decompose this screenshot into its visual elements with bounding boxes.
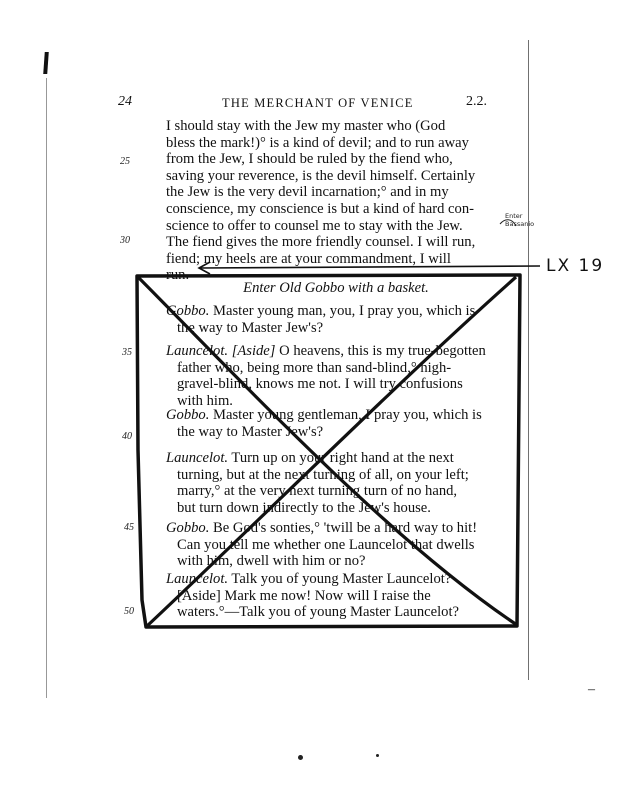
- cue-label: LX 19: [546, 256, 605, 276]
- margin-note-bracket: [500, 220, 516, 226]
- speech-line: but turn down indirectly to the Jew's house.: [177, 499, 431, 516]
- aside-direction: [Aside]: [231, 343, 276, 359]
- speech-line: Master young man, you, I pray you, which is: [213, 303, 476, 319]
- speech-line: Talk you of young Master Launcelot?: [231, 571, 452, 587]
- speech-line: gravel-blind, knows me not. I will try confusions: [177, 376, 463, 393]
- speaker-name: Launcelot.: [166, 450, 229, 466]
- speaker-name: Launcelot.: [166, 571, 229, 587]
- cue-arrow-line: [200, 266, 540, 268]
- corner-mark: –: [588, 682, 595, 697]
- speech-line: with him.: [177, 392, 233, 409]
- text-line: run.: [166, 267, 190, 284]
- line-number: 35: [122, 347, 132, 358]
- stage-direction: Enter Old Gobbo with a basket.: [243, 280, 429, 296]
- speech-line: turning, but at the next turning of all, on your left;: [177, 466, 469, 483]
- speech-line: Turn up on your right hand at the next: [231, 450, 454, 466]
- speech-line: father who, being more than sand-blind,° high-: [177, 359, 452, 376]
- speech-line: with him, dwell with him or no?: [177, 553, 366, 570]
- speaker-name: Gobbo.: [166, 407, 210, 423]
- speech-line: the way to Master Jew's?: [177, 423, 324, 440]
- text-line: conscience, my conscience is but a kind of hard con-: [166, 200, 474, 217]
- text-line: The fiend gives the more friendly counsel. I will run,: [166, 234, 476, 251]
- cross-out-line: [146, 277, 516, 627]
- speaker-name: Launcelot.: [166, 343, 229, 359]
- line-number: 50: [124, 606, 134, 617]
- line-number: 45: [124, 522, 134, 533]
- speech-line: Can you tell me whether one Launcelot that dwells: [177, 536, 475, 553]
- speaker-name: Gobbo.: [166, 303, 210, 319]
- margin-note-line: Bassanio: [505, 220, 535, 228]
- text-line: the Jew is the very devil incarnation;° and in my: [166, 184, 449, 201]
- scan-speck: [376, 754, 379, 757]
- text-line: science to offer to counsel me to stay with the Jew.: [166, 217, 463, 234]
- speech-line: Be God's sonties,° 'twill be a hard way to hit!: [213, 520, 478, 536]
- line-number: 30: [120, 235, 130, 246]
- page-number: 24: [118, 94, 132, 109]
- speech-line: waters.°—Talk you of young Master Launcelot?: [177, 604, 460, 621]
- scan-speck: [298, 755, 303, 760]
- line-number: 40: [122, 431, 132, 442]
- speech-line: O heavens, this is my true-begotten: [279, 343, 486, 359]
- text-line: saving your reverence, is the devil himself. Certainly: [166, 167, 476, 184]
- text-line: I should stay with the Jew my master who (God: [166, 118, 446, 134]
- scene-number: 2.2.: [466, 94, 487, 109]
- text-line: from the Jew, I should be ruled by the fiend who,: [166, 151, 453, 168]
- text-line: fiend; my heels are at your commandment, I will: [166, 250, 451, 267]
- speaker-name: Gobbo.: [166, 520, 210, 536]
- line-number: 25: [120, 156, 130, 167]
- margin-note-line: Enter: [505, 212, 523, 220]
- speech-line: marry,° at the very next turning turn of no hand,: [177, 483, 458, 500]
- running-title: THE MERCHANT OF VENICE: [222, 96, 414, 110]
- speech-line: the way to Master Jew's?: [177, 319, 324, 336]
- speech-line: Master young gentleman, I pray you, which is: [213, 407, 482, 423]
- speech-line: [Aside] Mark me now! Now will I raise the: [177, 587, 431, 604]
- text-line: bless the mark!)° is a kind of devil; and to run away: [166, 134, 469, 151]
